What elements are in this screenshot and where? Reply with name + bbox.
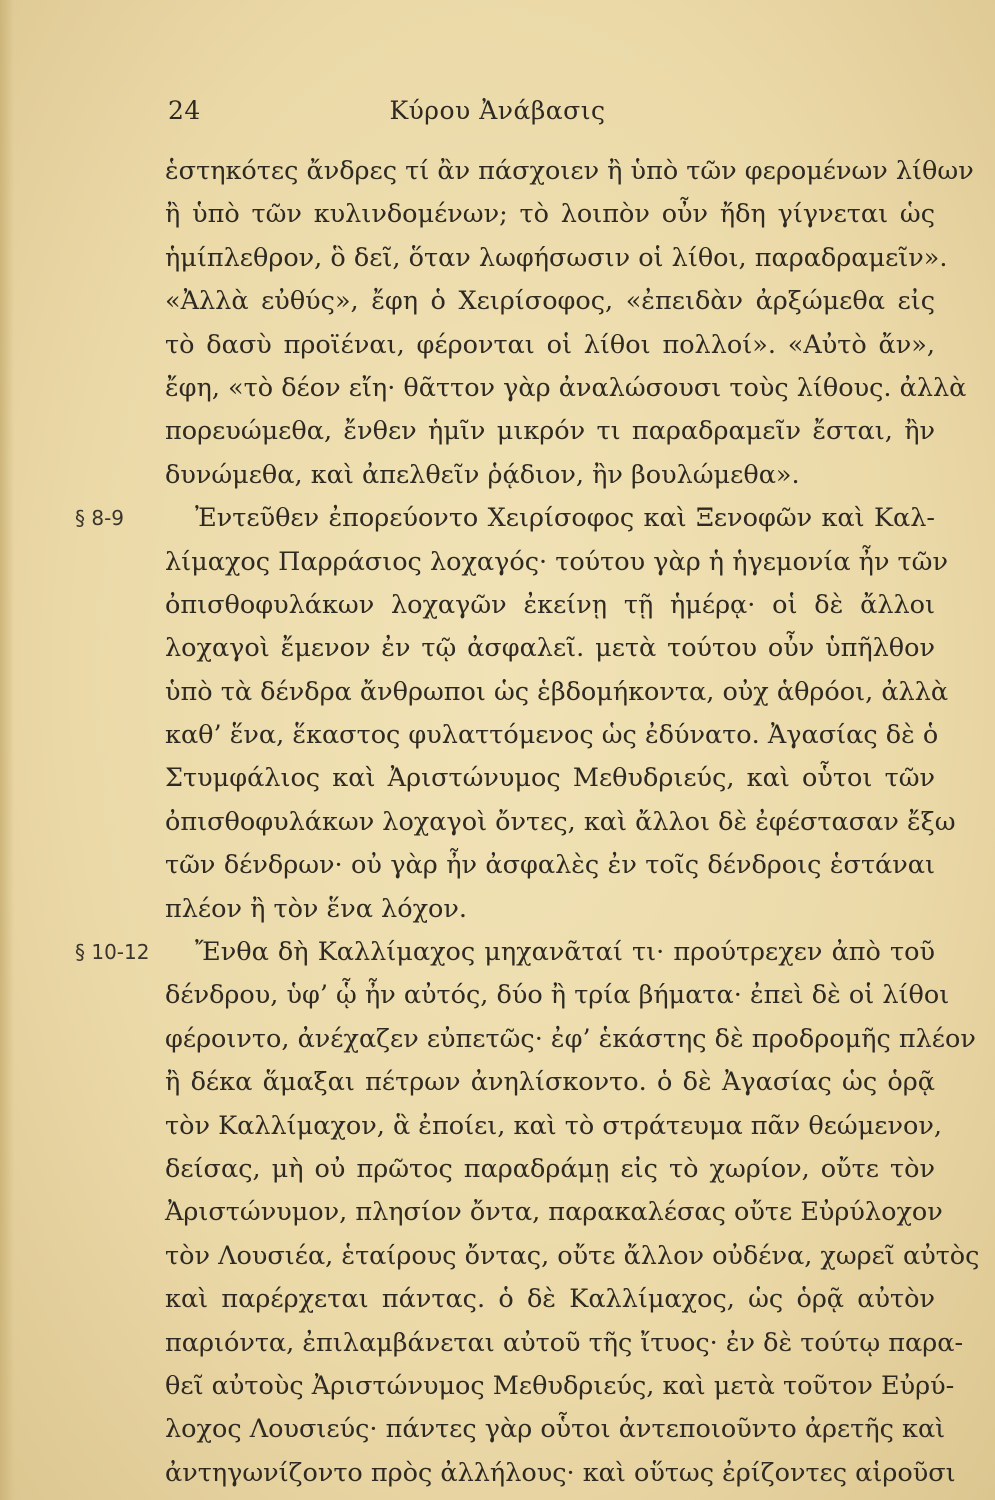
page-edge-shadow	[0, 0, 14, 1500]
text-line	[165, 584, 935, 627]
text-line-content: πορευώμεθα, ἔνθεν ἡμῖν μικρόν τι παραδραμεῖν ἔσται, ἢν	[165, 416, 935, 447]
text-line-content: πλέον ἢ τὸν ἕνα λόχον.	[165, 893, 467, 924]
text-line	[165, 410, 935, 453]
text-line-content: δυνώμεθα, καὶ ἀπελθεῖν ῥᾴδιον, ἢν βουλώμεθα».	[165, 459, 800, 490]
text-line	[165, 1061, 935, 1104]
text-line-content: Ἔνθα δὴ Καλλίμαχος μηχανᾶταί τι· προύτρεχεν ἀπὸ τοῦ	[195, 937, 935, 968]
text-line-content: τὸν Καλλίμαχον, ἃ ἐποίει, καὶ τὸ στράτευμα πᾶν θεώμενον,	[165, 1110, 942, 1141]
text-line-content: καὶ παρέρχεται πάντας. ὁ δὲ Καλλίμαχος, ὡς ὁρᾷ αὐτὸν	[165, 1284, 935, 1315]
text-line	[165, 974, 950, 1017]
text-line	[165, 888, 935, 931]
section-reference: § 10-12	[75, 940, 150, 965]
text-line	[165, 801, 956, 844]
page-number: 24	[168, 96, 201, 125]
text-line-content: ἑστηκότες ἄνδρες τί ἂν πάσχοιεν ἢ ὑπὸ τῶν φερομένων λίθων	[165, 156, 974, 186]
text-line	[165, 1408, 946, 1451]
text-line-content: λίμαχος Παρράσιος λοχαγός· τούτου γὰρ ἡ ἡγεμονία ἦν τῶν	[165, 546, 948, 577]
section-reference: § 8-9	[75, 506, 125, 531]
text-line-content: λοχος Λουσιεύς· πάντες γὰρ οὗτοι ἀντεποιοῦντο ἀρετῆς καὶ	[165, 1414, 946, 1445]
text-line	[165, 280, 935, 323]
text-line	[165, 1452, 956, 1495]
text-line-content: δείσας, μὴ οὐ πρῶτος παραδράμῃ εἰς τὸ χωρίον, οὔτε τὸν	[165, 1153, 935, 1184]
text-line	[165, 193, 935, 236]
text-line-content: ἔφη, «τὸ δέον εἴη· θᾶττον γὰρ ἀναλώσουσι τοὺς λίθους. ἀλλὰ	[165, 372, 967, 403]
text-line	[165, 714, 939, 757]
text-line	[75, 497, 935, 540]
text-line-content: ἢ δέκα ἅμαξαι πέτρων ἀνηλίσκοντο. ὁ δὲ Ἀγασίας ὡς ὁρᾷ	[165, 1067, 935, 1098]
running-title: Κύρου Ἀνάβασις	[389, 96, 606, 125]
text-line	[165, 627, 935, 670]
text-line-content: λοχαγοὶ ἔμενον ἐν τῷ ἀσφαλεῖ. μετὰ τούτου οὖν ὑπῆλθον	[165, 633, 935, 664]
text-line	[165, 1278, 935, 1321]
text-line	[165, 757, 935, 800]
text-line-content: Στυμφάλιος καὶ Ἀριστώνυμος Μεθυδριεύς, καὶ οὗτοι τῶν	[165, 763, 935, 794]
text-line-content: Ἀριστώνυμον, πλησίον ὄντα, παρακαλέσας οὔτε Εὐρύλοχον	[165, 1197, 943, 1228]
text-line-content: ὀπισθοφυλάκων λοχαγοὶ ὄντες, καὶ ἄλλοι δὲ ἐφέστασαν ἔξω	[165, 806, 956, 837]
text-line-content: φέροιντο, ἀνέχαζεν εὐπετῶς· ἐφ’ ἑκάστης δὲ προδρομῆς πλέον	[165, 1023, 976, 1054]
text-line-content: Ἐντεῦθεν ἐπορεύοντο Χειρίσοφος καὶ Ξενοφῶν καὶ Καλ-	[195, 503, 935, 534]
text-line-content: ἀντηγωνίζοντο πρὸς ἀλλήλους· καὶ οὕτως ἐρίζοντες αἱροῦσι	[165, 1457, 956, 1488]
text-line-content: τὸ δασὺ προϊέναι, φέρονται οἱ λίθοι πολλοί». «Αὐτὸ ἄν»,	[165, 329, 935, 360]
text-line-content: ὀπισθοφυλάκων λοχαγῶν ἐκείνῃ τῇ ἡμέρᾳ· οἱ δὲ ἄλλοι	[165, 589, 935, 620]
text-line-content: ἡμίπλεθρον, ὃ δεῖ, ὅταν λωφήσωσιν οἱ λίθοι, παραδραμεῖν».	[165, 242, 948, 273]
text-line	[165, 367, 967, 410]
text-line-content: «Ἀλλὰ εὐθύς», ἔφη ὁ Χειρίσοφος, «ἐπειδὰν ἀρξώμεθα εἰς	[165, 286, 935, 317]
text-line	[165, 324, 935, 367]
text-line	[165, 1018, 976, 1061]
text-line	[165, 1105, 942, 1148]
text-block	[75, 150, 980, 1495]
text-line-content: τῶν δένδρων· οὐ γὰρ ἦν ἀσφαλὲς ἐν τοῖς δένδροις ἑστάναι	[165, 850, 935, 881]
text-line	[165, 1191, 943, 1234]
text-line	[75, 931, 935, 974]
text-line-content: θεῖ αὐτοὺς Ἀριστώνυμος Μεθυδριεύς, καὶ μετὰ τοῦτον Εὐρύ-	[165, 1370, 955, 1401]
text-line	[165, 454, 935, 497]
text-line-content: ἢ ὑπὸ τῶν κυλινδομένων; τὸ λοιπὸν οὖν ἤδη γίγνεται ὡς	[165, 199, 935, 230]
text-line	[165, 1148, 935, 1191]
text-line-content: παριόντα, ἐπιλαμβάνεται αὐτοῦ τῆς ἴτυος· ἐν δὲ τούτῳ παρα-	[165, 1327, 964, 1358]
text-line	[165, 541, 948, 584]
text-line	[165, 671, 949, 714]
text-line	[165, 237, 948, 280]
text-line-content: τὸν Λουσιέα, ἑταίρους ὄντας, οὔτε ἄλλον οὐδένα, χωρεῖ αὐτὸς	[165, 1240, 980, 1271]
text-line	[165, 150, 974, 193]
text-line-content: δένδρου, ὑφ’ ᾧ ἦν αὐτός, δύο ἢ τρία βήματα· ἐπεὶ δὲ οἱ λίθοι	[165, 980, 950, 1011]
text-line	[165, 1235, 980, 1278]
text-line	[165, 1322, 964, 1365]
text-line-content: ὑπὸ τὰ δένδρα ἄνθρωποι ὡς ἑβδομήκοντα, οὐχ ἁθρόοι, ἀλλὰ	[165, 676, 949, 707]
running-head	[0, 96, 995, 132]
text-line-content: καθ’ ἕνα, ἕκαστος φυλαττόμενος ὡς ἐδύνατο. Ἀγασίας δὲ ὁ	[165, 720, 939, 751]
text-line	[165, 844, 935, 887]
text-line	[165, 1365, 955, 1408]
